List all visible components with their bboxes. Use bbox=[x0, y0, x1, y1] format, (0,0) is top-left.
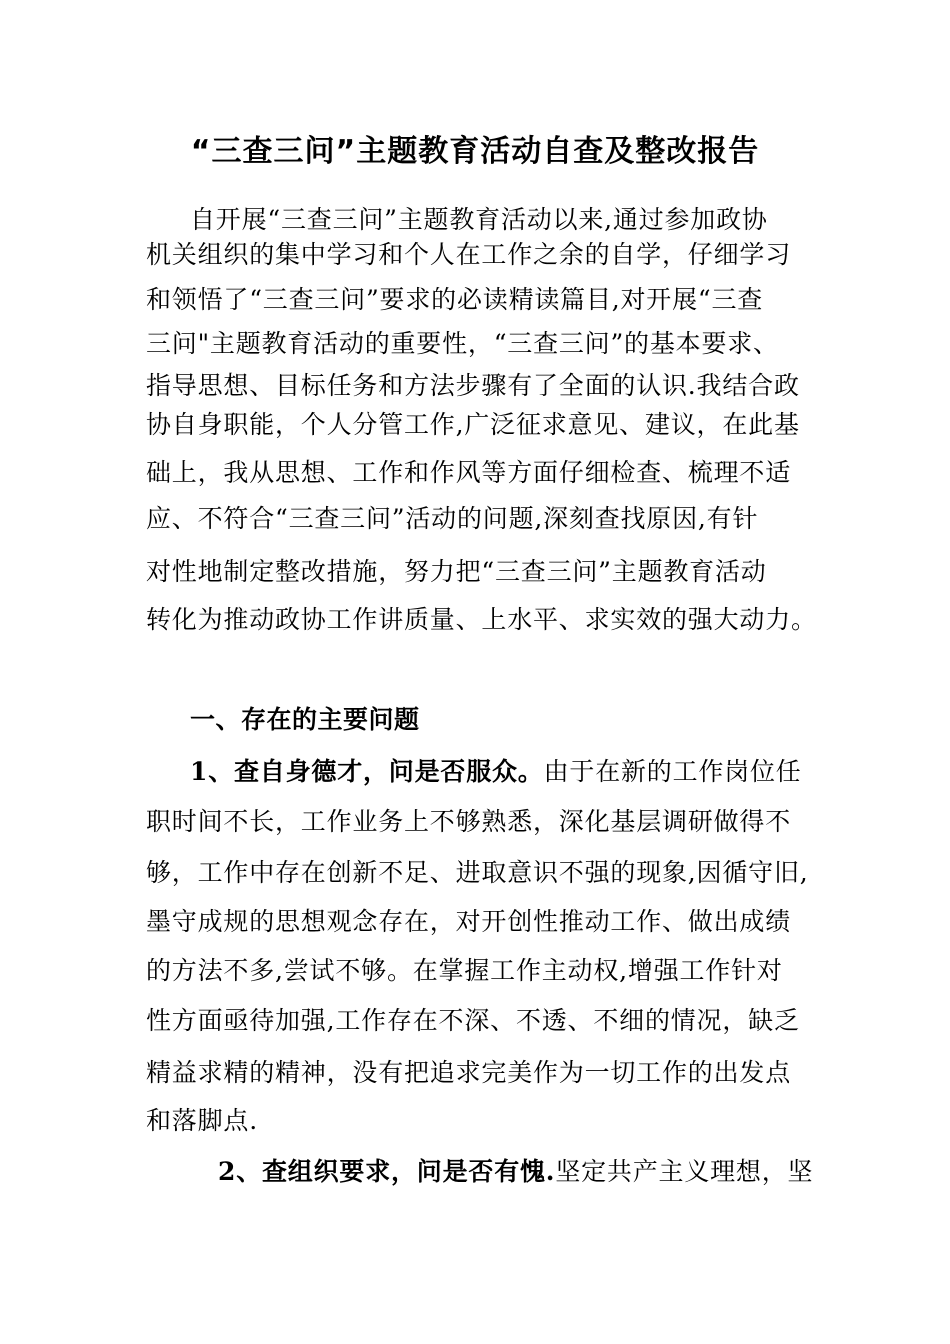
item-first-line bbox=[218, 1152, 878, 1192]
paragraph-line: 应、不符合“三查三问”活动的问题,深刻查找原因,有针 bbox=[146, 504, 759, 533]
item-first-line bbox=[190, 752, 850, 792]
paragraph-line: 指导思想、目标任务和方法步骤有了全面的认识.我结合政 bbox=[146, 371, 800, 400]
paragraph-line: 机关组织的集中学习和个人在工作之余的自学，仔细学习 bbox=[146, 240, 792, 269]
paragraph-line: 和领悟了“三查三问”要求的必读精读篇目,对开展“三查 bbox=[146, 285, 764, 314]
paragraph-line: 转化为推动政协工作讲质量、上水平、求实效的强大动力。 bbox=[146, 605, 817, 634]
document-title: “三查三问”主题教育活动自查及整改报告 bbox=[190, 134, 760, 169]
paragraph-line: 墨守成规的思想观念存在，对开创性推动工作、做出成绩 bbox=[146, 907, 792, 936]
paragraph-line: 础上，我从思想、工作和作风等方面仔细检查、梳理不适 bbox=[146, 458, 792, 487]
paragraph-line: 精益求精的精神，没有把追求完美作为一切工作的出发点 bbox=[146, 1058, 792, 1087]
paragraph-line: 协自身职能，个人分管工作,广泛征求意见、建议，在此基 bbox=[146, 410, 800, 439]
paragraph-line: 职时间不长，工作业务上不够熟悉，深化基层调研做得不 bbox=[146, 807, 792, 836]
item-text: 由于在新的工作岗位任 bbox=[543, 757, 802, 786]
paragraph-line: 性方面亟待加强,工作存在不深、不透、不细的情况，缺乏 bbox=[146, 1006, 800, 1035]
paragraph-line: 对性地制定整改措施，努力把“三查三问”主题教育活动 bbox=[146, 557, 767, 586]
section-heading: 一、存在的主要问题 bbox=[190, 705, 420, 734]
paragraph-line: 三问"主题教育活动的重要性，“三查三问”的基本要求、 bbox=[146, 329, 779, 358]
item-label: 2、查组织要求，问是否有愧. bbox=[218, 1157, 556, 1186]
paragraph-line: 和落脚点. bbox=[146, 1106, 258, 1135]
paragraph-line: 自开展“三查三问”主题教育活动以来,通过参加政协 bbox=[190, 205, 768, 234]
item-label: 1、查自身德才，问是否服众。 bbox=[190, 757, 544, 786]
item-text: 坚定共产主义理想，坚 bbox=[555, 1157, 814, 1186]
paragraph-line: 的方法不多,尝试不够。在掌握工作主动权,增强工作针对 bbox=[146, 956, 783, 985]
paragraph-line: 够，工作中存在创新不足、进取意识不强的现象,因循守旧, bbox=[146, 858, 809, 887]
